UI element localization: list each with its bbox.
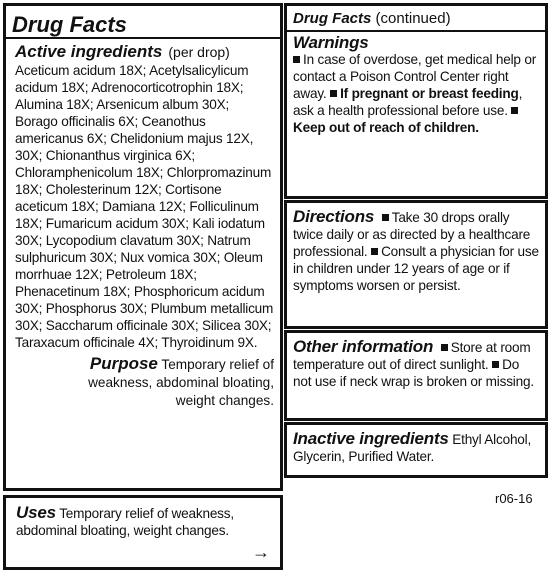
directions-children: Consult a physician for use in children under 12 years of age or if symptoms worsen or persist. bbox=[293, 244, 539, 293]
directions-dose: Take 30 drops orally twice daily or as directed by a healthcare professional. bbox=[293, 210, 531, 259]
purpose-text: Temporary relief of weakness, abdominal bloating, weight changes. bbox=[88, 357, 274, 408]
purpose-heading: Purpose bbox=[89, 354, 158, 373]
directions-heading: Directions bbox=[293, 207, 375, 226]
continued-title-main: Drug Facts bbox=[293, 10, 372, 27]
other-information-heading: Other information bbox=[293, 337, 434, 356]
bullet-icon bbox=[293, 56, 300, 63]
purpose-section bbox=[6, 351, 280, 410]
warnings-panel bbox=[284, 3, 548, 199]
uses-section bbox=[6, 498, 280, 539]
label-code: r06-16 bbox=[495, 491, 533, 506]
continued-title bbox=[287, 6, 545, 32]
bullet-icon bbox=[511, 107, 518, 114]
uses-heading: Uses bbox=[16, 503, 56, 522]
directions-section bbox=[287, 203, 545, 294]
other-neck-wrap: Do not use if neck wrap is broken or missing. bbox=[293, 357, 534, 389]
active-ingredients-section bbox=[6, 39, 280, 351]
other-information-section bbox=[287, 333, 545, 390]
uses-text: Temporary relief of weakness, abdominal bloating, weight changes. bbox=[16, 506, 234, 538]
warnings-heading: Warnings bbox=[293, 33, 369, 52]
warnings-section bbox=[287, 32, 545, 136]
inactive-ingredients-heading: Inactive ingredients bbox=[293, 429, 449, 448]
inactive-ingredients-text: Ethyl Alcohol, Glycerin, Purified Water. bbox=[293, 432, 532, 464]
drug-facts-title: Drug Facts bbox=[6, 6, 280, 39]
continued-title-suffix: (continued) bbox=[375, 10, 451, 27]
bullet-icon bbox=[330, 90, 337, 97]
per-drop-label: (per drop) bbox=[168, 44, 230, 60]
inactive-ingredients-panel bbox=[284, 422, 548, 478]
bullet-icon bbox=[382, 214, 389, 221]
active-ingredients-heading bbox=[15, 42, 274, 62]
drug-facts-panel bbox=[3, 3, 283, 491]
warning-pregnant-rest: , ask a health professional before use. bbox=[293, 86, 523, 118]
active-ingredients-text: Aceticum acidum 18X; Acetylsalicylicum acidum 18X; Adrenocorticotrophin 18X; Alumina 18X; Arsenicum album 30X; Borago officinalis 6X; Ceanothus americanus 6X; Chelidonium majus 12X, 30X; Chionanthus virginica 6X; Chloramphenicolum 18X; Chlorpromazinum 18X; Cholesterinum 12X; Cortisone aceticum 18X; Damiana 12X; Folliculinum 18X; Fumaricum acidum 30X; Kali iodatum 30X; Lycopodium clavatum 30X; Natrum sulphuricum 30X; Nux vomica 30X; Oleum morrhuae 12X; Petroleum 18X; Phenacetinum 18X; Phosphoricum acidum 30X; Phosphorus 30X; Plumbum metallicum 30X; Saccharum officinale 30X; Silicea 30X; Taraxacum officinale 4X; Thyroidinum 9X. bbox=[15, 63, 274, 350]
warning-children: Keep out of reach of children. bbox=[293, 120, 479, 135]
active-ingredients-label: Active ingredients bbox=[15, 42, 163, 61]
continue-arrow-icon: → bbox=[252, 542, 270, 562]
other-storage: Store at room temperature out of direct sunlight. bbox=[293, 340, 531, 372]
other-information-panel bbox=[284, 330, 548, 421]
warning-overdose: In case of overdose, get medical help or contact a Poison Control Center right away. bbox=[293, 52, 537, 101]
uses-panel bbox=[3, 495, 283, 570]
directions-panel bbox=[284, 200, 548, 329]
bullet-icon bbox=[492, 361, 499, 368]
bullet-icon bbox=[441, 344, 448, 351]
bullet-icon bbox=[371, 248, 378, 255]
warning-pregnant-bold: If pregnant or breast feeding bbox=[340, 86, 519, 101]
inactive-ingredients-section bbox=[287, 425, 545, 465]
